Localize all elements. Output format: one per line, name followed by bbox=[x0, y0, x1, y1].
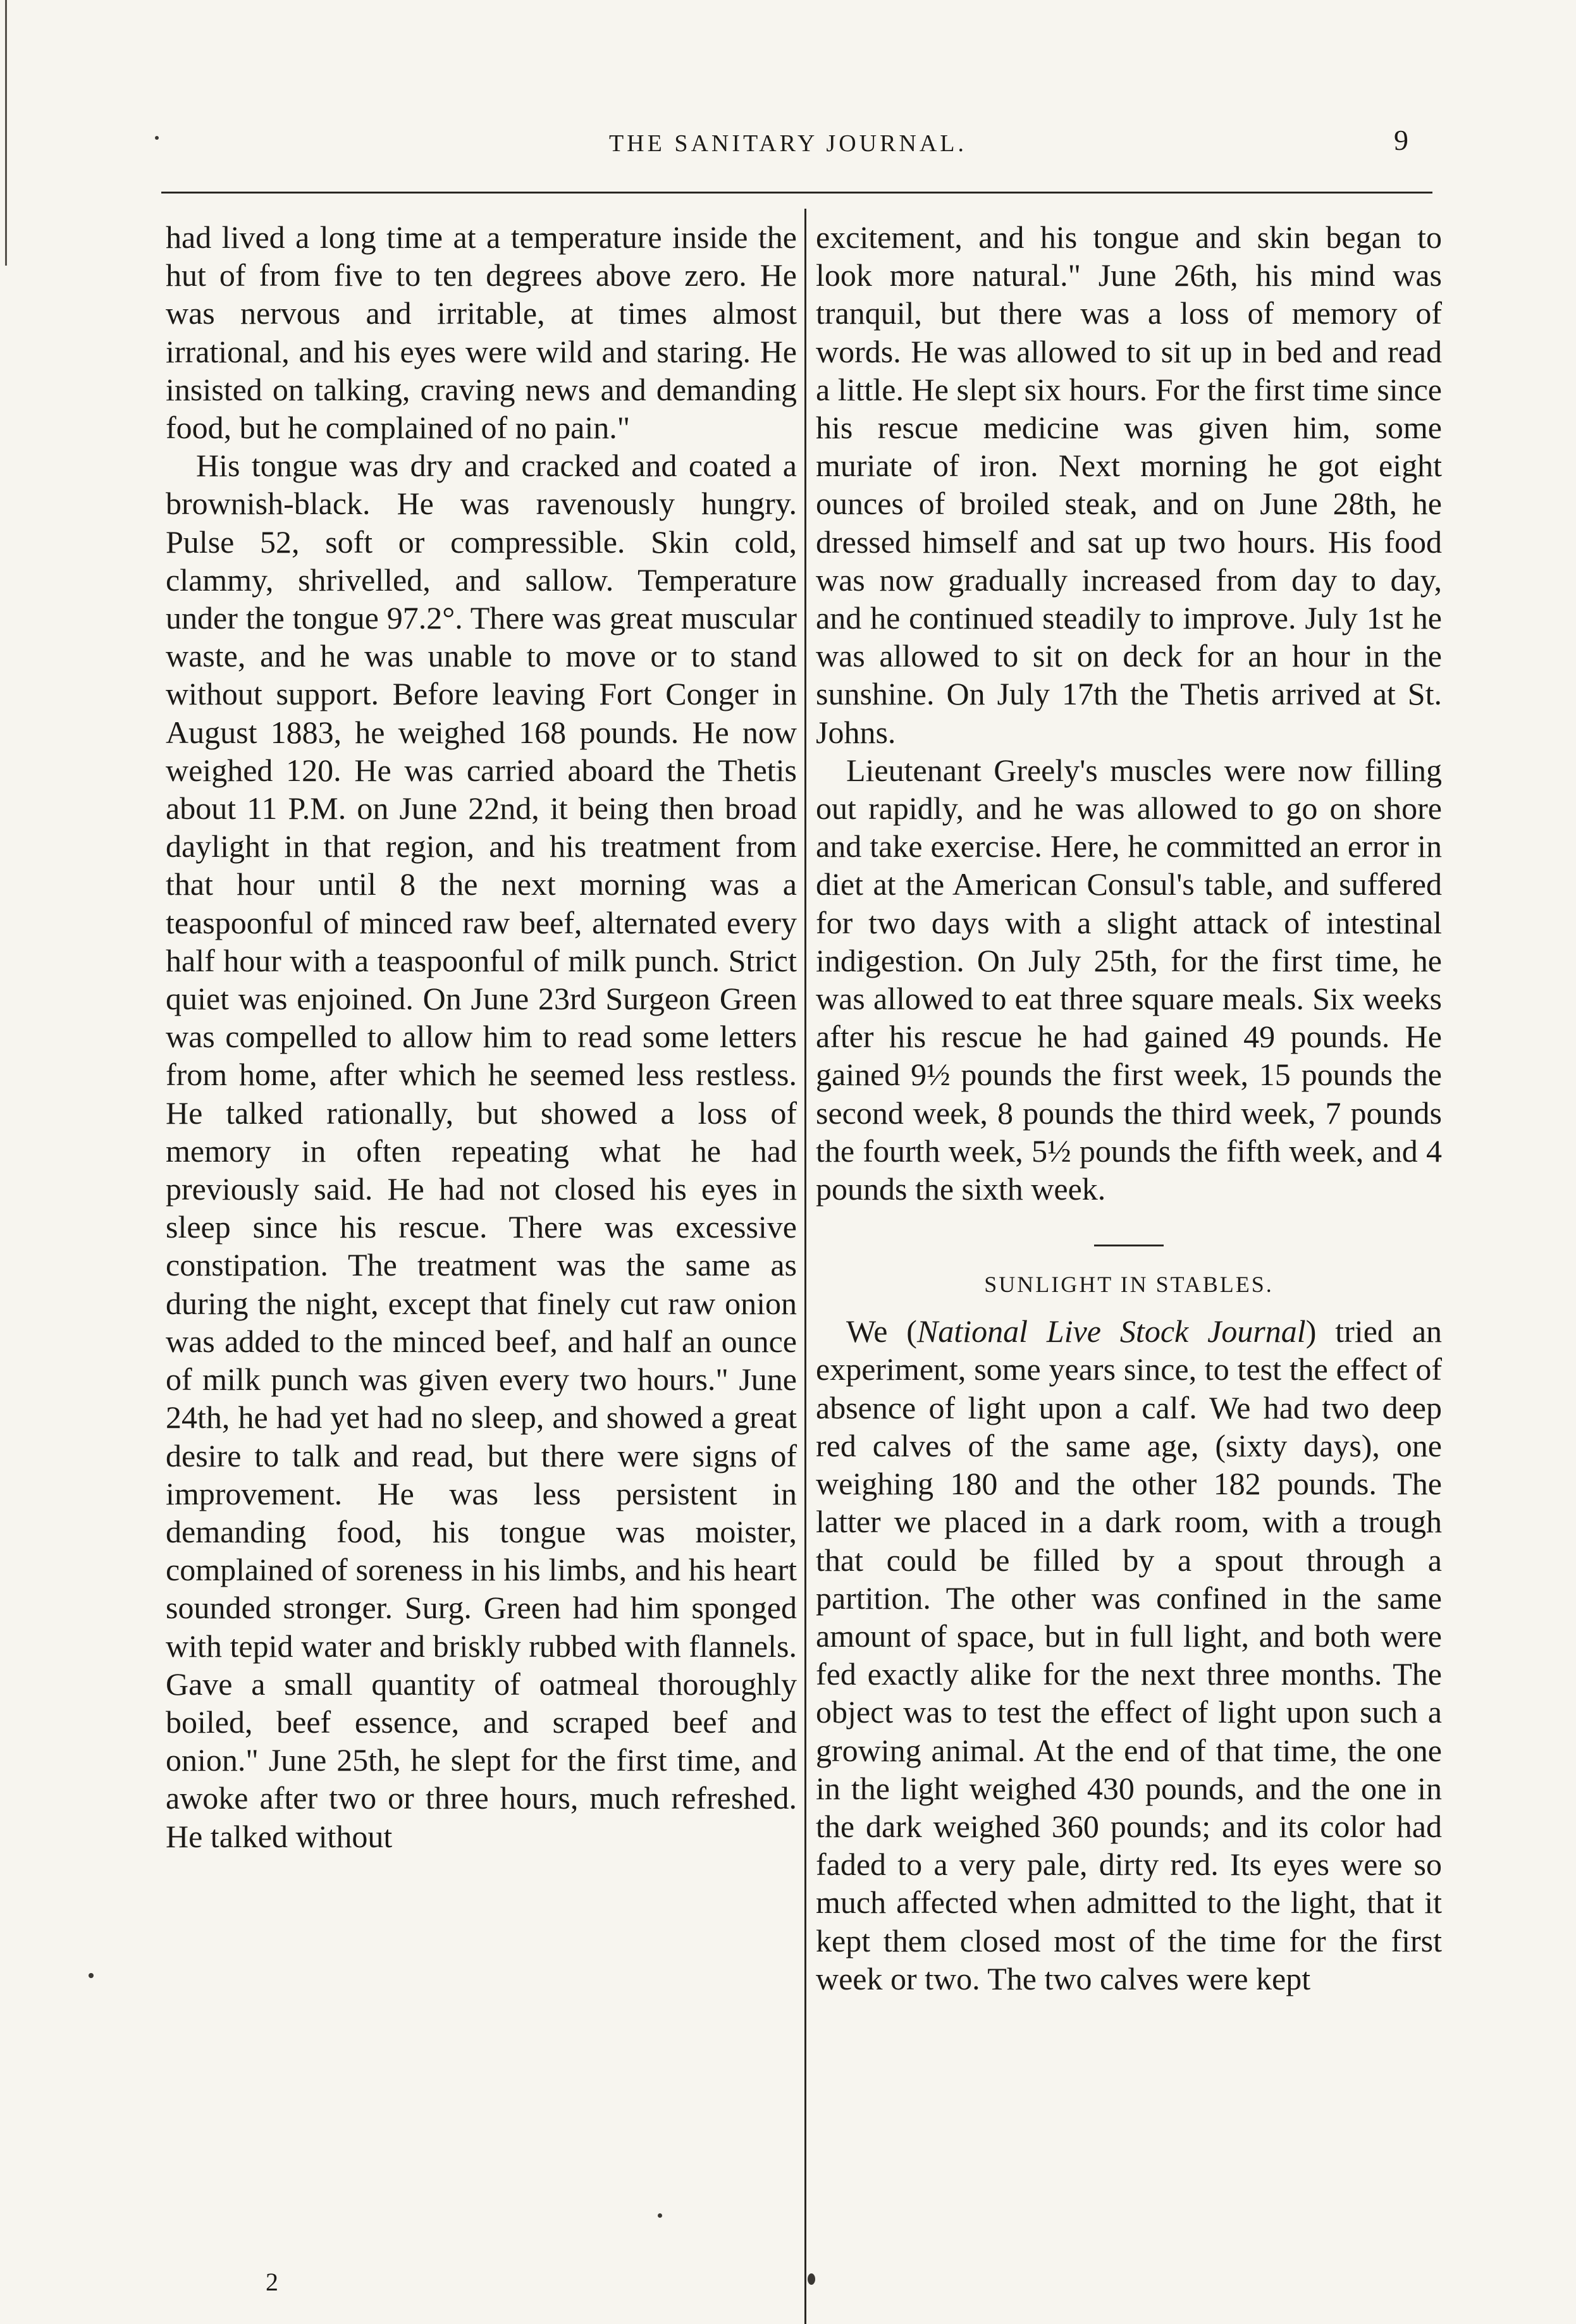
signature-mark: 2 bbox=[266, 2268, 278, 2296]
page-number: 9 bbox=[1394, 124, 1408, 156]
left-column bbox=[166, 218, 797, 1855]
paragraph-recovery: excitement, and his tongue and skin began to look more natural." June 26th, his mind was tranquil, but there was a loss of memory of words. He was allowed to sit up in bed and read a little. He slept six hours. For the first time since his rescue medicine was given him, some muriate of iron. Next morning he got eight ounces of broiled steak, and on June 28th, he dressed himself and sat up two hours. His food was now gradually increased from day to day, and he continued steadily to improve. July 1st he was allowed to sit on deck for an hour in the sunshine. On July 17th the Thetis arrived at St. Johns. bbox=[816, 219, 1442, 750]
header-rule bbox=[161, 192, 1432, 194]
ink-speck bbox=[89, 1973, 94, 1978]
paragraph-greely-condition: His tongue was dry and cracked and coated a brownish-black. He was ravenously hungry. Pulse 52, soft or compressible. Skin cold, clammy, shrivelled, and sallow. Temperature under the tongue 97.2°. There was great muscular waste, and he was unable to move or to stand without support. Before leaving Fort Conger in August 1883, he weighed 168 pounds. He now weighed 120. He was carried aboard the Thetis about 11 P.M. on June 22nd, it being then broad daylight in that region, and his treatment from that hour until 8 the next morning was a teaspoonful of minced raw beef, alternated every half hour with a teaspoonful of milk punch. Strict quiet was enjoined. On June 23rd Surgeon Green was compelled to allow him to read some letters from home, after which he seemed less restless. He talked rationally, but showed a loss of memory in often repeating what he had previously said. He had not closed his eyes in sleep since his rescue. There was excessive constipation. The treatment was the same as during the night, except that finely cut raw onion was added to the minced beef, and half an ounce of milk punch was given every two hours." June 24th, he had yet had no sleep, and showed a great desire to talk and read, but there were signs of improvement. He was less persistent in demanding food, his tongue was moister, complained of soreness in his limbs, and his heart sounded stronger. Surg. Green had him sponged with tepid water and briskly rubbed with flannels. Gave a small quantity of oatmeal thoroughly boiled, beef essence, and scraped beef and onion." June 25th, he slept for the first time, and awoke after two or three hours, much refreshed. He talked without bbox=[166, 448, 797, 1854]
paragraph-continued: had lived a long time at a temperature inside the hut of from five to ten degrees above zero. He was nervous and irritable, at times almost irrational, and his eyes were wild and staring. He insisted on talking, craving news and demanding food, but he complained of no pain." bbox=[166, 219, 797, 446]
section-heading: SUNLIGHT IN STABLES. bbox=[984, 1272, 1274, 1298]
paragraph-weight-gain: Lieutenant Greely's muscles were now filling out rapidly, and he was allowed to go on shore and take exercise. Here, he committed an error in diet at the American Consul's table, and suffered for two days with a slight attack of intestinal indigestion. On July 25th, for the first time, he was allowed to eat three square meals. Six weeks after his rescue he had gained 49 pounds. He gained 9½ pounds the first week, 15 pounds the second week, 8 pounds the third week, 7 pounds the fourth week, 5½ pounds the fifth week, and 4 pounds the sixth week. bbox=[816, 752, 1442, 1207]
right-column bbox=[816, 218, 1442, 1998]
ink-speck bbox=[808, 2273, 815, 2285]
paragraph-sunlight-experiment bbox=[816, 1312, 1442, 1998]
journal-name: National Live Stock Journal bbox=[916, 1313, 1306, 1350]
paragraph-rest: ) tried an experiment, some years since, to test the effect of absence of light upon a calf. We had two deep red calves of the same age, (sixty days), one weighing 180 and the other 182 pounds. The latter we placed in a dark room, with a trough that could be filled by a spout through a partition. The other was confined in the same amount of space, but in full light, and both were fed exactly alike for the next three months. The object was to test the effect of light upon such a growing animal. At the end of that time, the one in the light weighed 430 pounds, and the one in the dark weighed 360 pounds; and its color had faded to a very pale, dirty red. Its eyes were so much affected when admitted to the light, that it kept them closed most of the time for the first week or two. The two calves were kept bbox=[816, 1313, 1443, 1996]
column-divider bbox=[804, 209, 806, 2324]
paragraph-lead: We ( bbox=[846, 1313, 917, 1350]
ink-speck bbox=[658, 2213, 662, 2218]
section-divider-rule bbox=[1094, 1245, 1164, 1246]
running-header-title: THE SANITARY JOURNAL. bbox=[608, 130, 968, 157]
ink-speck bbox=[155, 136, 159, 140]
